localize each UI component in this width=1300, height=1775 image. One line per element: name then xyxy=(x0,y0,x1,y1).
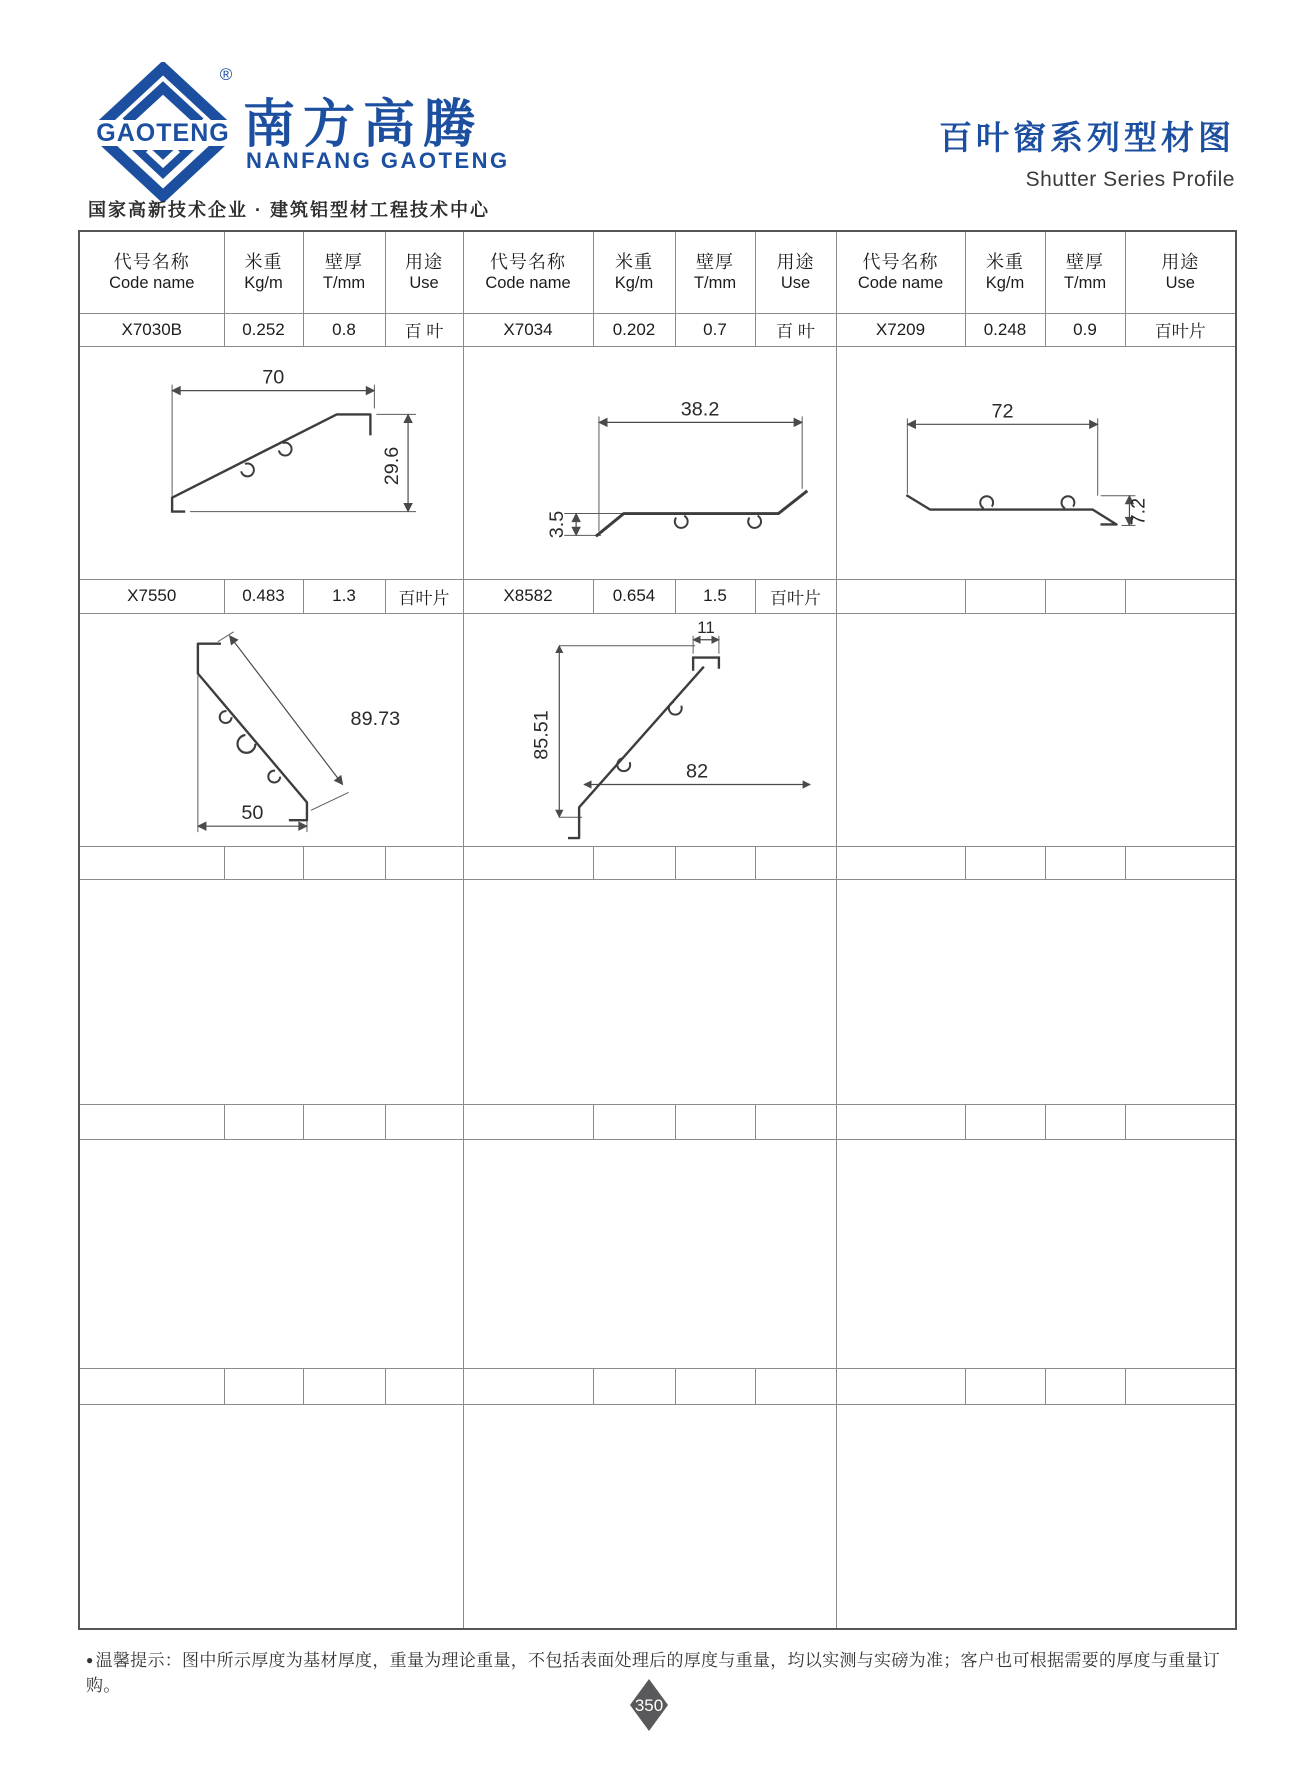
cell-empty xyxy=(385,1104,463,1139)
profile-diagram-x7550 xyxy=(80,614,463,845)
profile-diagram-x7034 xyxy=(464,347,836,578)
dim-label: 82 xyxy=(685,760,708,783)
cell-code: X7030B xyxy=(79,313,224,346)
bullet-icon: ● xyxy=(86,1653,94,1667)
diagram-cell-empty xyxy=(836,879,1236,1104)
cell-empty xyxy=(463,1104,593,1139)
data-row-1 xyxy=(79,313,1236,346)
cell-code: X7034 xyxy=(463,313,593,346)
diagram-row-5-empty xyxy=(79,1404,1236,1629)
cell-empty xyxy=(836,846,965,879)
cell-use: 百 叶 xyxy=(385,313,463,346)
dim-label: 89.73 xyxy=(350,708,401,731)
brand-name-cn: 南方高腾 xyxy=(243,96,484,154)
cell-kgm: 0.654 xyxy=(593,579,675,613)
page-number-badge xyxy=(629,1678,669,1732)
dim-label: 72 xyxy=(991,400,1014,423)
page-title-block xyxy=(939,112,1235,192)
cell-empty xyxy=(965,1368,1045,1404)
column-header-code: 代号名称 Code name xyxy=(79,231,224,313)
diagram-row-1 xyxy=(79,346,1236,579)
diagram-cell-x7030b xyxy=(79,346,463,579)
cell-empty xyxy=(836,1368,965,1404)
brand-name-en: NANFANG GAOTENG xyxy=(246,148,510,173)
cell-empty xyxy=(303,1104,385,1139)
cell-thickness: 0.8 xyxy=(303,313,385,346)
diagram-cell-empty xyxy=(79,879,463,1104)
cell-empty xyxy=(675,846,755,879)
column-header-code: 代号名称 Code name xyxy=(463,231,593,313)
cell-empty xyxy=(836,1104,965,1139)
dim-label: 70 xyxy=(262,366,285,389)
cell-code: X8582 xyxy=(463,579,593,613)
gaoteng-logo xyxy=(88,62,238,207)
cell-empty xyxy=(675,1104,755,1139)
diagram-cell-empty xyxy=(836,1139,1236,1368)
dim-label: 38.2 xyxy=(680,398,719,421)
cell-empty xyxy=(224,846,303,879)
cell-kgm: 0.252 xyxy=(224,313,303,346)
cell-use: 百叶片 xyxy=(385,579,463,613)
data-row-2 xyxy=(79,579,1236,613)
cell-thickness xyxy=(1045,579,1125,613)
cell-empty xyxy=(79,1104,224,1139)
diagram-cell-x7209 xyxy=(836,346,1236,579)
data-row-4-empty xyxy=(79,1104,1236,1139)
cell-empty xyxy=(303,1368,385,1404)
column-header-kgm: 米重 Kg/m xyxy=(965,231,1045,313)
cell-empty xyxy=(385,846,463,879)
diagram-cell-x8582 xyxy=(463,613,836,846)
logo-diamond-icon xyxy=(88,62,238,202)
cell-empty xyxy=(1125,1368,1236,1404)
cell-empty xyxy=(593,846,675,879)
column-header-use: 用途 Use xyxy=(1125,231,1236,313)
column-header-kgm: 米重 Kg/m xyxy=(224,231,303,313)
cell-kgm: 0.202 xyxy=(593,313,675,346)
column-header-kgm: 米重 Kg/m xyxy=(593,231,675,313)
diagram-row-2 xyxy=(79,613,1236,846)
diagram-row-4-empty xyxy=(79,1139,1236,1368)
data-row-5-empty xyxy=(79,1368,1236,1404)
registered-mark: ® xyxy=(219,65,233,84)
cell-empty xyxy=(965,846,1045,879)
cell-use xyxy=(1125,579,1236,613)
dim-label: 29.6 xyxy=(381,446,404,486)
diagram-row-3-empty xyxy=(79,879,1236,1104)
column-header-code: 代号名称 Code name xyxy=(836,231,965,313)
cell-thickness: 1.5 xyxy=(675,579,755,613)
cell-empty xyxy=(1045,846,1125,879)
diagram-cell-x7034 xyxy=(463,346,836,579)
profile-table xyxy=(78,230,1237,1630)
footer-note-text: 温馨提示：图中所示厚度为基材厚度，重量为理论重量，不包括表面处理后的厚度与重量，均以实测与实磅为准；客户也可根据需要的厚度与重量订购。 xyxy=(86,1651,1221,1695)
cell-thickness: 0.7 xyxy=(675,313,755,346)
cell-use: 百叶片 xyxy=(755,579,836,613)
diagram-cell-x7550 xyxy=(79,613,463,846)
cell-empty xyxy=(224,1368,303,1404)
diagram-cell-empty xyxy=(463,1404,836,1629)
column-header-use: 用途 Use xyxy=(385,231,463,313)
diagram-cell-empty xyxy=(79,1404,463,1629)
diagram-cell-empty xyxy=(836,1404,1236,1629)
cell-empty xyxy=(965,1104,1045,1139)
cell-code xyxy=(836,579,965,613)
cell-use: 百叶片 xyxy=(1125,313,1236,346)
page-title-en: Shutter Series Profile xyxy=(1025,168,1235,191)
cell-empty xyxy=(755,846,836,879)
page-number: 350 xyxy=(634,1696,664,1715)
data-row-3-empty xyxy=(79,846,1236,879)
cell-kgm: 0.483 xyxy=(224,579,303,613)
cell-empty xyxy=(463,1368,593,1404)
cell-empty xyxy=(755,1368,836,1404)
column-header-thickness: 壁厚 T/mm xyxy=(675,231,755,313)
page-title-cn: 百叶窗系列型材图 xyxy=(939,119,1235,156)
profile-diagram-x8582 xyxy=(464,614,836,845)
column-header-use: 用途 Use xyxy=(755,231,836,313)
profile-diagram-x7030b xyxy=(80,347,463,578)
column-header-thickness: 壁厚 T/mm xyxy=(303,231,385,313)
dim-label: 3.5 xyxy=(545,510,568,539)
diagram-cell-empty xyxy=(463,1139,836,1368)
cell-empty xyxy=(675,1368,755,1404)
dim-label: 11 xyxy=(696,617,715,637)
diagram-cell-empty xyxy=(79,1139,463,1368)
column-header-thickness: 壁厚 T/mm xyxy=(1045,231,1125,313)
cell-empty xyxy=(593,1368,675,1404)
diagram-cell-empty xyxy=(463,879,836,1104)
cell-empty xyxy=(1045,1104,1125,1139)
cell-empty xyxy=(303,846,385,879)
table-header-row xyxy=(79,231,1236,313)
cell-kgm: 0.248 xyxy=(965,313,1045,346)
cell-use: 百 叶 xyxy=(755,313,836,346)
cell-empty xyxy=(1125,846,1236,879)
logo-text: GAOTENG xyxy=(96,119,230,147)
dim-label: 7.2 xyxy=(1126,497,1149,526)
cell-code: X7550 xyxy=(79,579,224,613)
cell-empty xyxy=(755,1104,836,1139)
cell-kgm xyxy=(965,579,1045,613)
cell-empty xyxy=(1045,1368,1125,1404)
dim-label: 50 xyxy=(241,802,264,825)
cell-empty xyxy=(79,1368,224,1404)
cell-empty xyxy=(224,1104,303,1139)
dim-label: 85.51 xyxy=(529,710,552,760)
cell-empty xyxy=(79,846,224,879)
diagram-cell-empty xyxy=(836,613,1236,846)
cell-thickness: 1.3 xyxy=(303,579,385,613)
cell-empty xyxy=(1125,1104,1236,1139)
profile-diagram-x7209 xyxy=(837,347,1236,578)
cell-empty xyxy=(593,1104,675,1139)
cell-thickness: 0.9 xyxy=(1045,313,1125,346)
cell-empty xyxy=(463,846,593,879)
cell-empty xyxy=(385,1368,463,1404)
company-tagline: 国家高新技术企业 · 建筑铝型材工程技术中心 xyxy=(88,200,490,220)
cell-code: X7209 xyxy=(836,313,965,346)
